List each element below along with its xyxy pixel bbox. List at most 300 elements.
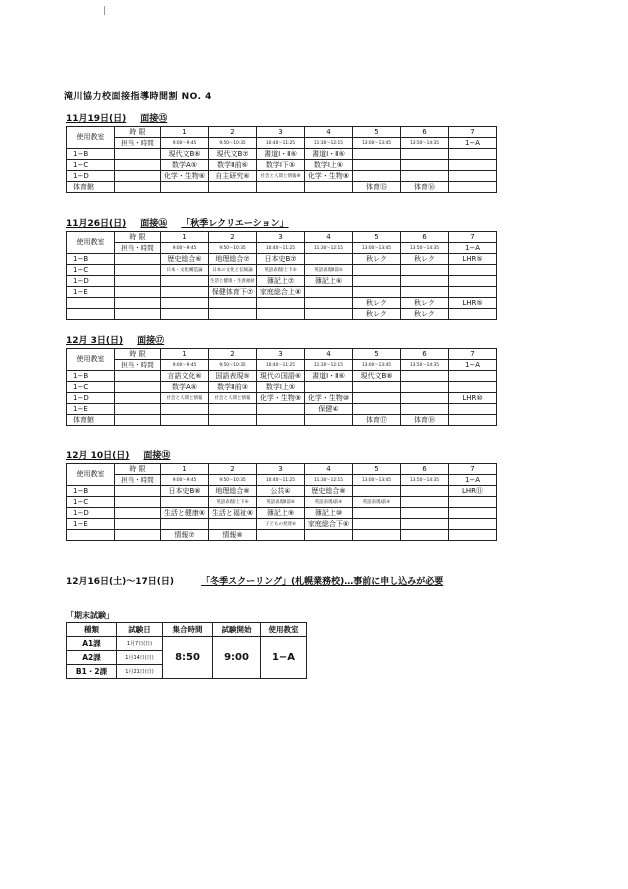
subject-cell: [401, 530, 449, 541]
time-header-row: [67, 138, 497, 149]
period-time: 1−A: [449, 360, 497, 371]
subject-cell: [115, 160, 161, 171]
timetable: [66, 463, 497, 541]
notice-text: 「冬季スクーリング」(札幌業務校)…事前に申し込みが必要: [201, 577, 444, 587]
exam-date: 1月21日(日): [117, 665, 163, 679]
subject-cell: 化学・生物⑩: [305, 393, 353, 404]
exam-gather-time: 8:50: [163, 637, 213, 679]
period-number: 3: [257, 127, 305, 138]
subject-cell: [449, 371, 497, 382]
subject-cell: [353, 171, 401, 182]
subject-cell: [401, 287, 449, 298]
subject-cell: 体育⑮: [353, 182, 401, 193]
period-time: 9:50〜10:35: [209, 243, 257, 254]
subject-cell: 保健④: [305, 404, 353, 415]
session-title: [66, 218, 496, 230]
subject-cell: 秋レク: [401, 298, 449, 309]
subject-cell: 生活と健康⑧: [161, 508, 209, 519]
subject-cell: [353, 265, 401, 276]
subject-cell: [353, 519, 401, 530]
session-number: 面接⑱: [143, 451, 171, 461]
subject-cell: [305, 415, 353, 426]
subject-cell: 歴史総合⑥: [161, 254, 209, 265]
subject-cell: [401, 265, 449, 276]
table-row: [67, 276, 497, 287]
period-header-row: [67, 464, 497, 475]
subject-cell: 日本の文化と伝統論: [209, 265, 257, 276]
timetable: [66, 348, 497, 426]
period-time: 10:40〜11:25: [257, 138, 305, 149]
subject-cell: [353, 508, 401, 519]
subject-cell: 化学・生物⑧: [305, 171, 353, 182]
subject-cell: [401, 149, 449, 160]
subject-cell: 子どもの発達⑥: [257, 519, 305, 530]
period-number: 6: [401, 464, 449, 475]
subject-cell: [115, 371, 161, 382]
room-cell: 1−B: [67, 371, 115, 382]
subject-cell: 数学A⑤: [161, 160, 209, 171]
time-header-row: [67, 243, 497, 254]
time-header-row: [67, 475, 497, 486]
exam-header: 種類: [67, 623, 117, 637]
subject-cell: 英語表現Ⅰ前⑥: [305, 497, 353, 508]
period-number: 2: [209, 349, 257, 360]
subject-cell: 現代文B⑥: [161, 149, 209, 160]
subject-cell: [401, 508, 449, 519]
subject-cell: 社会と人間と情報: [161, 393, 209, 404]
subject-cell: [449, 530, 497, 541]
period-time: 9:00〜9:45: [161, 243, 209, 254]
table-row: [67, 497, 497, 508]
subject-cell: [257, 182, 305, 193]
subject-cell: 言語文化⑥: [161, 371, 209, 382]
subject-cell: 秋レク: [401, 309, 449, 320]
table-row: [67, 404, 497, 415]
subject-cell: [115, 276, 161, 287]
subject-cell: 数学Ⅰ下⑤: [257, 160, 305, 171]
subject-cell: [115, 382, 161, 393]
subject-cell: 秋レク: [353, 254, 401, 265]
room-cell: 1−E: [67, 404, 115, 415]
table-row: [67, 160, 497, 171]
subject-cell: [401, 393, 449, 404]
room-cell: 体育館: [67, 415, 115, 426]
room-cell: [67, 298, 115, 309]
subject-cell: 公共④: [257, 486, 305, 497]
exam-table: [66, 622, 307, 679]
subject-cell: [161, 404, 209, 415]
period-time: 13:50〜14:35: [401, 243, 449, 254]
subject-cell: [449, 160, 497, 171]
period-time: 13:00〜13:45: [353, 243, 401, 254]
subject-cell: [401, 497, 449, 508]
subject-cell: 簿記上⑥: [305, 276, 353, 287]
subject-cell: 英語表現Ⅱ前⑤: [305, 265, 353, 276]
timetable: [66, 126, 497, 193]
table-row: [67, 149, 497, 160]
exam-kind: A2課: [67, 651, 117, 665]
exam-kind: A1課: [67, 637, 117, 651]
period-number: 5: [353, 464, 401, 475]
room-cell: 1−B: [67, 254, 115, 265]
subject-cell: [115, 393, 161, 404]
table-row: [67, 182, 497, 193]
room-cell: [67, 530, 115, 541]
exam-kind: B1・2課: [67, 665, 117, 679]
subject-cell: 現代文B⑦: [209, 149, 257, 160]
period-time: 11:30〜12:15: [305, 243, 353, 254]
subject-cell: 日本・文化構造論: [161, 265, 209, 276]
subject-cell: [115, 415, 161, 426]
room-cell: 1−C: [67, 382, 115, 393]
room-cell: 体育館: [67, 182, 115, 193]
period-time: 9:50〜10:35: [209, 360, 257, 371]
period-number: 2: [209, 232, 257, 243]
period-number: 4: [305, 232, 353, 243]
room-cell: 1−D: [67, 171, 115, 182]
tanto-label: 担当・時間: [115, 475, 161, 486]
subject-cell: 秋レク: [353, 298, 401, 309]
subject-cell: [449, 382, 497, 393]
period-time: 13:50〜14:35: [401, 360, 449, 371]
subject-cell: [115, 508, 161, 519]
subject-cell: [209, 298, 257, 309]
subject-cell: [161, 497, 209, 508]
period-number: 7: [449, 464, 497, 475]
period-time: 13:00〜13:45: [353, 360, 401, 371]
subject-cell: LHR⑤: [449, 298, 497, 309]
subject-cell: [209, 182, 257, 193]
subject-cell: 化学・生物⑨: [257, 393, 305, 404]
subject-cell: [449, 404, 497, 415]
session-theme: 「秋季レクリエーション」: [181, 219, 289, 229]
room-cell: 1−D: [67, 276, 115, 287]
subject-cell: [305, 382, 353, 393]
table-row: [67, 298, 497, 309]
session-date: 11月26日(日): [66, 219, 127, 229]
table-row: [67, 382, 497, 393]
room-header: 使用教室: [67, 349, 115, 371]
period-time: 13:50〜14:35: [401, 138, 449, 149]
period-number: 5: [353, 349, 401, 360]
period-header-row: [67, 127, 497, 138]
timetable: [66, 231, 497, 320]
period-label: 時 限: [115, 464, 161, 475]
session-block: [66, 113, 496, 193]
subject-cell: [353, 404, 401, 415]
subject-cell: 国語表現⑤: [209, 371, 257, 382]
table-row: [67, 393, 497, 404]
table-row: [67, 287, 497, 298]
period-header-row: [67, 232, 497, 243]
subject-cell: 情報⑦: [161, 530, 209, 541]
subject-cell: [353, 276, 401, 287]
exam-header: 試験開始: [213, 623, 261, 637]
period-number: 7: [449, 232, 497, 243]
subject-cell: 英語表現Ⅰ上下⑥: [209, 497, 257, 508]
subject-cell: [115, 404, 161, 415]
subject-cell: 化学・生物⑥: [161, 171, 209, 182]
period-time: 9:50〜10:35: [209, 138, 257, 149]
subject-cell: [353, 160, 401, 171]
tanto-label: 担当・時間: [115, 360, 161, 371]
session-date: 12月 3日(日): [66, 336, 124, 346]
subject-cell: [161, 298, 209, 309]
subject-cell: 書道Ⅰ・Ⅱ⑥: [305, 371, 353, 382]
winter-schooling-notice: [66, 574, 443, 587]
period-number: 1: [161, 232, 209, 243]
exam-date: 1月7日(日): [117, 637, 163, 651]
exam-room: 1−A: [261, 637, 307, 679]
session-title: [66, 450, 496, 462]
subject-cell: 書道Ⅰ・Ⅱ⑥: [305, 149, 353, 160]
period-number: 3: [257, 349, 305, 360]
subject-cell: [115, 486, 161, 497]
subject-cell: [449, 171, 497, 182]
period-time: 13:00〜13:45: [353, 475, 401, 486]
room-cell: 1−D: [67, 393, 115, 404]
room-cell: [67, 309, 115, 320]
room-cell: 1−D: [67, 508, 115, 519]
subject-cell: [449, 287, 497, 298]
subject-cell: [401, 519, 449, 530]
subject-cell: [401, 486, 449, 497]
subject-cell: 保健体育下⑦: [209, 287, 257, 298]
subject-cell: [115, 149, 161, 160]
subject-cell: [305, 182, 353, 193]
period-time: 13:00〜13:45: [353, 138, 401, 149]
subject-cell: 書道Ⅰ・Ⅱ⑥: [257, 149, 305, 160]
room-cell: 1−B: [67, 486, 115, 497]
subject-cell: [305, 254, 353, 265]
period-number: 6: [401, 232, 449, 243]
table-row: [67, 519, 497, 530]
subject-cell: [257, 415, 305, 426]
subject-cell: 英語表現Ⅰ上下⑤: [257, 265, 305, 276]
subject-cell: [353, 287, 401, 298]
period-time: 10:40〜11:25: [257, 475, 305, 486]
period-time: 1−A: [449, 243, 497, 254]
subject-cell: [209, 309, 257, 320]
period-time: 10:40〜11:25: [257, 243, 305, 254]
subject-cell: [449, 276, 497, 287]
subject-cell: 簿記上⑦: [257, 276, 305, 287]
period-number: 3: [257, 232, 305, 243]
subject-cell: [161, 309, 209, 320]
subject-cell: 日本史B⑦: [257, 254, 305, 265]
subject-cell: [401, 276, 449, 287]
period-time: 9:00〜9:45: [161, 475, 209, 486]
table-row: [67, 254, 497, 265]
room-cell: 1−E: [67, 519, 115, 530]
period-number: 4: [305, 349, 353, 360]
period-time: 11:30〜12:15: [305, 475, 353, 486]
table-row: [67, 265, 497, 276]
subject-cell: 秋レク: [353, 309, 401, 320]
subject-cell: [209, 519, 257, 530]
period-time: 9:00〜9:45: [161, 138, 209, 149]
subject-cell: [401, 160, 449, 171]
subject-cell: [449, 309, 497, 320]
subject-cell: [161, 276, 209, 287]
subject-cell: [353, 486, 401, 497]
session-number: 面接⑯: [140, 219, 168, 229]
subject-cell: [115, 171, 161, 182]
subject-cell: [115, 519, 161, 530]
subject-cell: [115, 254, 161, 265]
period-time: 9:50〜10:35: [209, 475, 257, 486]
period-time: 13:50〜14:35: [401, 475, 449, 486]
subject-cell: [353, 382, 401, 393]
period-number: 6: [401, 127, 449, 138]
room-cell: 1−B: [67, 149, 115, 160]
period-time: 1−A: [449, 475, 497, 486]
subject-cell: [401, 382, 449, 393]
table-row: [67, 371, 497, 382]
period-time: 10:40〜11:25: [257, 360, 305, 371]
table-row: [67, 415, 497, 426]
subject-cell: [115, 287, 161, 298]
period-label: 時 限: [115, 349, 161, 360]
room-cell: 1−C: [67, 265, 115, 276]
subject-cell: [305, 298, 353, 309]
subject-cell: 情報⑧: [209, 530, 257, 541]
subject-cell: 現代文B⑧: [353, 371, 401, 382]
notice-date: 12月16日(土)〜17日(日): [66, 577, 175, 587]
period-number: 7: [449, 127, 497, 138]
subject-cell: [449, 415, 497, 426]
table-row: [67, 309, 497, 320]
subject-cell: 簿記上⑨: [257, 508, 305, 519]
subject-cell: 社会と人間と情報: [209, 393, 257, 404]
subject-cell: LHR⑪: [449, 486, 497, 497]
session-date: 11月19日(日): [66, 114, 127, 124]
period-number: 1: [161, 464, 209, 475]
subject-cell: [115, 530, 161, 541]
subject-cell: [209, 415, 257, 426]
session-title: [66, 113, 496, 125]
table-row: [67, 486, 497, 497]
table-row: [67, 508, 497, 519]
session-number: 面接⑮: [140, 114, 168, 124]
session-block: [66, 450, 496, 541]
subject-cell: [257, 530, 305, 541]
subject-cell: [449, 265, 497, 276]
subject-cell: LHR⑤: [449, 254, 497, 265]
subject-cell: 体育⑯: [401, 182, 449, 193]
subject-cell: 生活と健康・生涯福祉: [209, 276, 257, 287]
tanto-label: 担当・時間: [115, 243, 161, 254]
subject-cell: 英語表現Ⅰ前⑥: [353, 497, 401, 508]
subject-cell: 体育⑰: [353, 415, 401, 426]
subject-cell: [401, 171, 449, 182]
exam-row: [67, 637, 307, 651]
subject-cell: [115, 265, 161, 276]
subject-cell: [353, 530, 401, 541]
session-block: [66, 218, 496, 320]
period-number: 7: [449, 349, 497, 360]
period-time: 1−A: [449, 138, 497, 149]
subject-cell: 地理総合⑧: [209, 486, 257, 497]
tanto-label: 担当・時間: [115, 138, 161, 149]
subject-cell: [161, 287, 209, 298]
exam-header: 試験日: [117, 623, 163, 637]
period-number: 4: [305, 127, 353, 138]
period-number: 3: [257, 464, 305, 475]
period-number: 4: [305, 464, 353, 475]
subject-cell: [161, 415, 209, 426]
period-number: 5: [353, 232, 401, 243]
period-time: 11:30〜12:15: [305, 138, 353, 149]
subject-cell: [353, 393, 401, 404]
subject-cell: 歴史総合⑧: [305, 486, 353, 497]
subject-cell: [401, 404, 449, 415]
subject-cell: 数学Ⅰ上⑥: [305, 160, 353, 171]
session-date: 12月 10日(日): [66, 451, 130, 461]
subject-cell: 家庭総合下⑥: [305, 519, 353, 530]
subject-cell: [115, 182, 161, 193]
subject-cell: 数学Ⅱ前③: [209, 382, 257, 393]
room-cell: 1−E: [67, 287, 115, 298]
room-header: 使用教室: [67, 127, 115, 149]
period-label: 時 限: [115, 232, 161, 243]
session-title: [66, 335, 496, 347]
subject-cell: [115, 298, 161, 309]
subject-cell: 体育⑱: [401, 415, 449, 426]
exam-header: 集合時間: [163, 623, 213, 637]
subject-cell: 生活と福祉⑧: [209, 508, 257, 519]
subject-cell: [305, 287, 353, 298]
subject-cell: 英語表現Ⅱ前⑥: [257, 497, 305, 508]
subject-cell: [115, 309, 161, 320]
period-label: 時 限: [115, 127, 161, 138]
subject-cell: 家庭総合上⑧: [257, 287, 305, 298]
subject-cell: [449, 497, 497, 508]
period-number: 2: [209, 127, 257, 138]
room-header: 使用教室: [67, 232, 115, 254]
subject-cell: 地理総合⑦: [209, 254, 257, 265]
subject-cell: 簿記上⑩: [305, 508, 353, 519]
time-header-row: [67, 360, 497, 371]
subject-cell: 数学A⑥: [161, 382, 209, 393]
subject-cell: [257, 309, 305, 320]
subject-cell: [257, 298, 305, 309]
room-cell: 1−C: [67, 160, 115, 171]
subject-cell: [305, 530, 353, 541]
period-time: 9:00〜9:45: [161, 360, 209, 371]
period-header-row: [67, 349, 497, 360]
subject-cell: [449, 182, 497, 193]
subject-cell: [449, 508, 497, 519]
room-header: 使用教室: [67, 464, 115, 486]
subject-cell: [449, 149, 497, 160]
exam-start-time: 9:00: [213, 637, 261, 679]
room-cell: 1−C: [67, 497, 115, 508]
scan-speck: [104, 6, 105, 15]
subject-cell: 現代の国語⑥: [257, 371, 305, 382]
table-row: [67, 171, 497, 182]
period-number: 1: [161, 349, 209, 360]
subject-cell: [449, 519, 497, 530]
exam-header-row: [67, 623, 307, 637]
period-number: 1: [161, 127, 209, 138]
table-row: [67, 530, 497, 541]
session-number: 面接⑰: [137, 336, 165, 346]
document-title: 滝川協力校面接指導時間割 NO. 4: [64, 92, 212, 102]
subject-cell: 数学Ⅱ前⑥: [209, 160, 257, 171]
subject-cell: [401, 371, 449, 382]
subject-cell: 秋レク: [401, 254, 449, 265]
